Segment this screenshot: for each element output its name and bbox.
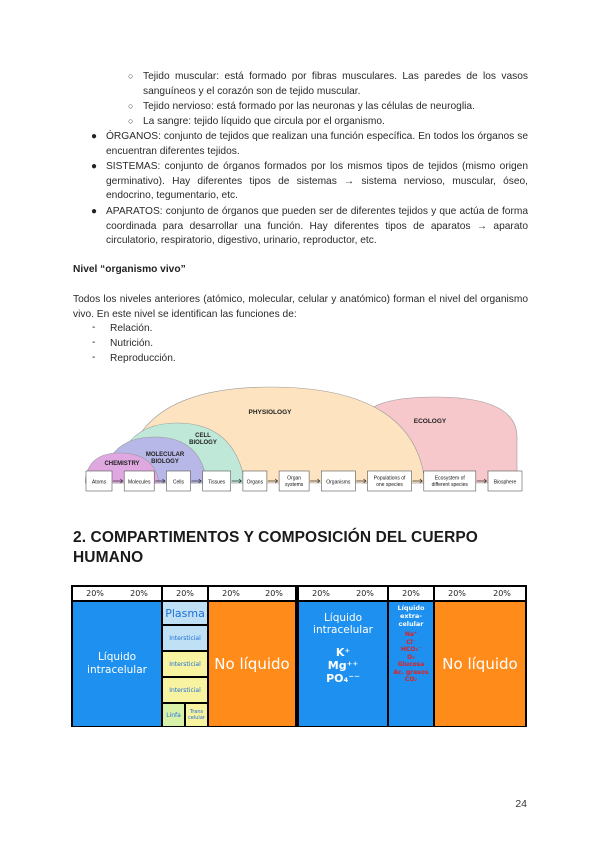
linfa-cell: Linfa [163, 704, 184, 726]
level-box-label: Atoms [91, 479, 107, 486]
biology-levels-diagram [85, 385, 523, 495]
ion-po4: PO₄⁻⁻ [326, 672, 360, 685]
percent-label: 20% [209, 587, 253, 600]
percent-label: 20% [343, 587, 387, 600]
intersticial-cell: Intersticial [163, 652, 207, 676]
extracelular-ion: Ac. grasos [393, 668, 429, 676]
circle-bullet-icon: ○ [128, 116, 134, 126]
section-title: 2. COMPARTIMENTOS Y COMPOSICIÓN DEL CUERPO HUMANO [73, 529, 478, 566]
level-box-label: systems [284, 482, 304, 488]
level-box-label: one species [376, 482, 403, 488]
level-box [488, 471, 522, 491]
body-composition-diagram [71, 585, 527, 727]
percent-label: 20% [389, 587, 433, 600]
ecology-label: ECOLOGY [413, 418, 447, 425]
level-box-label: Organs [246, 479, 264, 486]
transcelular-cell: Trans celular [186, 704, 207, 726]
circle-bullet-icon: ○ [128, 101, 134, 111]
subitem-sangre: La sangre: tejido líquido que circula por el organismo. [143, 116, 385, 127]
subitem-muscular: Tejido muscular: está formado por fibras musculares. Las paredes de los vasos sanguíneos y el corazón son de tejido muscular. [143, 71, 528, 97]
cell-biology-label: CELL BIOLOGY [189, 433, 217, 446]
physiology-label: PHYSIOLOGY [248, 409, 292, 416]
nivel-paragraph: Todos los niveles anteriores (atómico, molecular, celular y anatómico) forman el nivel del organismo vivo. En este nivel se identifican las funciones de: [73, 294, 528, 320]
level-box-label: Cells [172, 479, 185, 486]
levels-boxes-row [86, 471, 522, 491]
percent-label: 20% [479, 587, 525, 600]
intracelular-right-label: Líquido intracelular [313, 612, 373, 636]
dot-bullet-icon: ● [91, 161, 98, 172]
nivel-heading: Nivel “organismo vivo” [73, 264, 186, 275]
molecular-biology-label: MOLECULAR BIOLOGY [145, 452, 185, 465]
liquido-intracelular-left: Líquido intracelular [73, 602, 161, 726]
plasma-cell: Plasma [163, 602, 207, 624]
extracelular-ion: Glucosa [397, 661, 425, 668]
percent-label: 20% [73, 587, 117, 600]
page-number: 24 [515, 798, 527, 810]
level-box-label: different species [431, 482, 468, 488]
function-reproduccion: Reproducción. [110, 353, 176, 364]
percent-label: 20% [435, 587, 479, 600]
bullet-organos: ÓRGANOS: conjunto de tejidos que realizan una función específica. En todos los órganos se encuentran diferentes tejidos. [106, 131, 528, 157]
level-box [368, 471, 412, 491]
ion-k: K⁺ [335, 646, 351, 659]
dash-bullet: - [92, 337, 96, 348]
level-box [166, 471, 190, 491]
level-box-label: Tissues [208, 479, 226, 486]
bullet-aparatos: APARATOS: conjunto de órganos que pueden ser de diferentes tejidos y que actúa de forma coordinada para desarrollar una función. Hay diferentes tipos de aparatos → aparato circulatorio, respiratorio, digestivo, urinario, reproductor, etc. [106, 206, 528, 247]
dash-bullet: - [92, 352, 96, 363]
liquido-intracelular-right [299, 602, 387, 726]
level-box [321, 471, 355, 491]
level-box [243, 471, 267, 491]
level-box-label: Ecosystem of [434, 475, 465, 482]
ion-mg: Mg⁺⁺ [327, 659, 359, 672]
no-liquido-left: No líquido [209, 602, 295, 726]
extracelular-ion: CO₂ [404, 676, 418, 683]
liquido-extracelular [389, 602, 433, 726]
level-box-label: Organ [287, 475, 302, 482]
level-box [203, 471, 231, 491]
intersticial-cell: Intersticial [163, 678, 207, 702]
subitem-nervioso: Tejido nervioso: está formado por las neuronas y las células de neuroglia. [143, 101, 475, 112]
level-box [424, 471, 476, 491]
extracelular-label: Líquido extra-celular [397, 604, 425, 628]
level-box-label: Populations of [373, 475, 406, 482]
percent-label: 20% [163, 587, 207, 600]
chemistry-label: CHEMISTRY [104, 461, 140, 467]
percent-label: 20% [299, 587, 343, 600]
circle-bullet-icon: ○ [128, 71, 134, 81]
extracelular-ion: HCO₃⁻ [400, 646, 422, 653]
dash-bullet: - [92, 322, 96, 333]
level-box [86, 471, 112, 491]
dot-bullet-icon: ● [91, 131, 98, 142]
level-box [279, 471, 309, 491]
percent-label: 20% [253, 587, 295, 600]
level-box [124, 471, 154, 491]
extracelular-ions [389, 631, 433, 684]
level-box-label: Biosphere [493, 479, 517, 486]
intersticial-cell: Intersticial [163, 626, 207, 650]
level-box-label: Organisms [326, 479, 351, 486]
percent-label: 20% [117, 587, 161, 600]
function-relacion: Relación. [110, 323, 153, 334]
extracelular-ion: Na⁺ [404, 631, 418, 638]
no-liquido-right: No líquido [435, 602, 525, 726]
extracelular-ion: Cl⁻ [406, 638, 416, 646]
bullet-sistemas: SISTEMAS: conjunto de órganos formados por los mismos tipos de tejidos (mismo origen germinativo). Hay diferentes tipos de sistemas → sistema nervioso, muscular, óseo, endocrino, tegumentario, etc. [106, 161, 528, 202]
function-nutricion: Nutrición. [110, 338, 154, 349]
extracelular-ion: O₂ [407, 653, 415, 661]
level-box-label: Molecules [127, 479, 151, 486]
dot-bullet-icon: ● [91, 206, 98, 217]
